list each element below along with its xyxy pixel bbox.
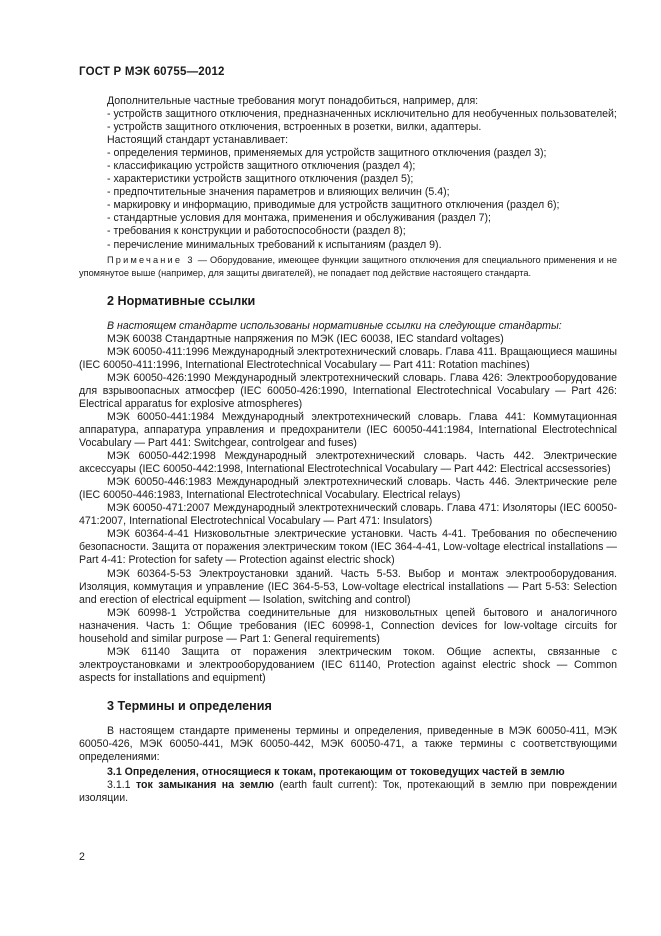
normative-ref: МЭК 60038 Стандартные напряжения по МЭК (IEC 60038, IEC standard voltages) [107, 332, 504, 345]
intro-item: - устройств защитного отключения, встроенных в розетки, вилки, адаптеры. [107, 121, 482, 134]
scope-item: - стандартные условия для монтажа, применения и обслуживания (раздел 7); [107, 212, 491, 225]
intro-item: - устройств защитного отключения, предназначенных исключительно для необученных пользователей; [107, 108, 617, 121]
section-2-heading: 2 Нормативные ссылки [107, 293, 256, 308]
term-number: 3.1.1 [107, 779, 136, 792]
section-3-lead: В настоящем стандарте применены термины и определения, приведенные в МЭК 60050-411, МЭК 60050-426, МЭК 60050-441, МЭК 60050-442, МЭК 60050-471, а также термины с соответствующими определениями: [79, 724, 617, 764]
section-2-lead: В настоящем стандарте использованы нормативные ссылки на следующие стандарты: [107, 319, 562, 332]
scope-item: - предпочтительные значения параметров и влияющих величин (5.4); [107, 186, 450, 199]
note-3 [79, 254, 617, 280]
subsection-3-1-heading: 3.1 Определения, относящиеся к токам, протекающим от токоведущих частей в землю [107, 766, 565, 779]
normative-ref: МЭК 60050-411:1996 Международный электротехнический словарь. Глава 411. Вращающиеся машины (IEC 60050-411:1996, International Electrotechnical Vocabulary — Part 411: Rotation machines) [79, 345, 617, 371]
section-3-heading: 3 Термины и определения [107, 698, 272, 713]
normative-ref: МЭК 61140 Защита от поражения электрическим током. Общие аспекты, связанные с электроустановками и электрооборудованием (IEC 61140, Protection against electric shock — Common aspects for installations and equipment) [79, 645, 617, 684]
scope-item: - классификацию устройств защитного отключения (раздел 4); [107, 160, 416, 173]
scope-lead: Настоящий стандарт устанавливает: [107, 134, 289, 147]
normative-ref: МЭК 60364-5-53 Электроустановки зданий. Часть 5-53. Выбор и монтаж электрооборудования. Изоляция, коммутация и управление (IEC 364-5-53, Low-voltage electrical installations — Part 5-53: Selection and erection of electrical equipment — Isolation, switching and control) [79, 567, 617, 606]
normative-ref: МЭК 60050-441:1984 Международный электротехнический словарь. Глава 441: Коммутационная аппаратура, аппаратура управления и предохранители (IEC 60050-441:1984, International Electrotechnical Vocabulary — Part 441: Switchgear, controlgear and fuses) [79, 410, 617, 450]
normative-ref: МЭК 60050-426:1990 Международный электротехнический словарь. Глава 426: Электрооборудование для взрывоопасных атмосфер (IEC 60050-426:1990, International Electrotechnical Vocabulary — Part 426: Electrical apparatus for explosive atmospheres) [79, 371, 617, 410]
scope-item: - перечисление минимальных требований к испытаниям (раздел 9). [107, 238, 442, 251]
scope-item: - маркировку и информацию, приводимые для устройств защитного отключения (раздел 6); [107, 199, 560, 212]
definition-3-1-1 [79, 779, 617, 805]
normative-ref: МЭК 60050-471:2007 Международный электротехнический словарь. Глава 471: Изоляторы (IEC 60050-471:2007, International Electrotechnical Vocabulary — Part 471: Insulators) [79, 502, 617, 528]
intro-lead: Дополнительные частные требования могут понадобиться, например, для: [107, 95, 479, 107]
term-definition: (earth fault current): Ток, протекающий в землю при повреждении изоляции. [79, 779, 617, 805]
document-header: ГОСТ Р МЭК 60755—2012 [79, 66, 225, 78]
normative-ref: МЭК 60050-442:1998 Международный электротехнический словарь. Часть 442. Электрические аксессуары (IEC 60050-442:1998, International Electrotechnical Vocabulary — Part 442: Electrical accsessories) [79, 450, 617, 476]
page-body [79, 95, 617, 805]
normative-ref: МЭК 60998-1 Устройства соединительные для низковольтных цепей бытового и аналогичного назначения. Часть 1: Общие требования (IEC 60998-1, Connection devices for low-voltage circuits for household and similar purpose — Part 1: General requirements) [79, 606, 617, 645]
term-name: ток замыкания на землю [135, 779, 274, 792]
scope-item: - требования к конструкции и работоспособности (раздел 8); [107, 225, 406, 238]
note-text: — Оборудование, имеющее функции защитного отключения для специального применения и не упомянутое выше (например, для защиты двигателей), не попадает под действие настоящего стандарта. [79, 254, 617, 278]
scope-item: - определения терминов, применяемых для устройств защитного отключения (раздел 3); [107, 147, 547, 160]
note-label: Примечание 3 [107, 254, 195, 265]
normative-ref: МЭК 60050-446:1983 Международный электротехнический словарь. Часть 446. Электрические реле (IEC 60050-446:1983, International Electrotechnical Vocabulary. Electrical relays) [79, 476, 617, 502]
page-number: 2 [79, 851, 85, 863]
normative-ref: МЭК 60364-4-41 Низковольтные электрические установки. Часть 4-41. Требования по обеспечению безопасности. Защита от поражения электрическим током (IEC 364-4-41, Low-voltage electrical installations — Part 4-41: Protection for safety — Protection against electric shock) [79, 528, 617, 567]
scope-item: - характеристики устройств защитного отключения (раздел 5); [107, 173, 414, 186]
